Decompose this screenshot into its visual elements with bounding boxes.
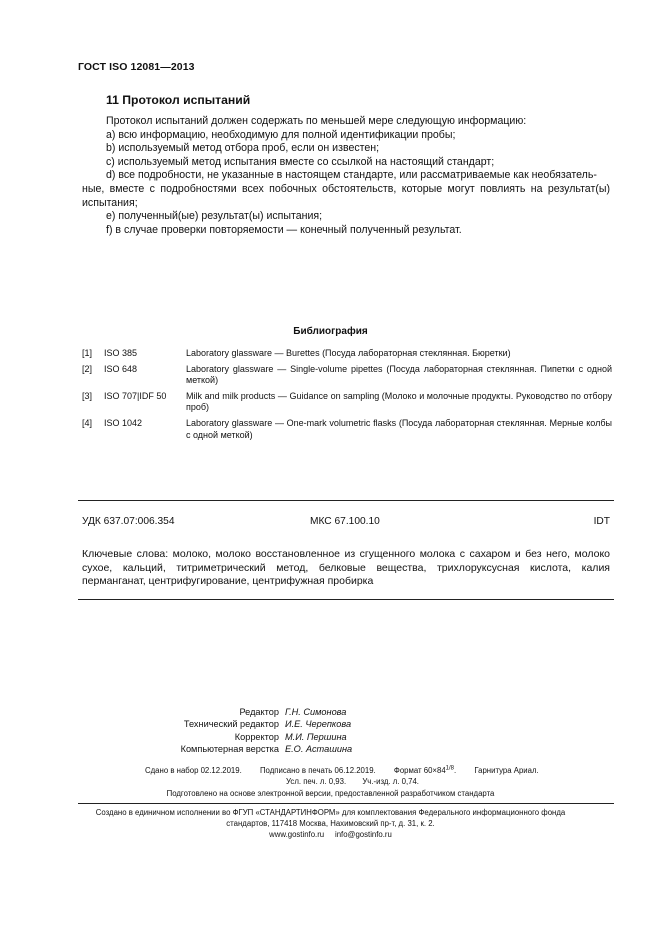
bibliography-item-title: Laboratory glassware — Burettes (Посуда лабораторная стеклянная. Бюретки) [186,348,511,358]
credit-name: Е.О. Асташина [285,744,353,755]
bibliography-item [82,364,612,387]
format: Формат $60\times 84^{1/8}$. [393,765,457,775]
bibliography-item [82,348,612,359]
bibliography-item-title: Laboratory glassware — Single-volume pipettes (Посуда лабораторная стеклянная. Пипетки с одной меткой) [186,363,612,386]
bibliography-title: Библиография [293,326,368,337]
credit-role: Корректор [234,731,279,742]
list-item: a) всю информацию, необходимую для полной идентификации пробы; [106,128,456,141]
bibliography-standard: ISO 385 [104,348,138,358]
divider [78,500,614,501]
credit-row [0,743,661,755]
credit-row [0,706,661,718]
printing-sheets [286,777,433,786]
credit-role: Технический редактор [183,719,279,730]
bibliography-standard: ISO 1042 [104,418,143,429]
prepared-note: Подготовлено на основе электронной версии, предоставленной разработчиком стандарта [166,789,495,798]
bibliography-number: [2] [82,363,93,374]
udk-code: УДК 637.07:006.354 [82,516,175,527]
list-item-continuation: ные, вместе с подробностями всех побочных обстоятельств, которые могут повлиять на результат(ы) испытания; [82,182,610,209]
printing-info [145,765,555,775]
credit-row [0,731,661,743]
credit-name: И.Е. Черепкова [285,719,352,730]
credit-row [0,718,661,730]
mks-code: МКС 67.100.10 [310,516,380,527]
footer-links: www.gostinfo.ru info@gostinfo.ru [269,829,392,839]
list-item: f) в случае проверки повторяемости — конечный полученный результат. [106,223,462,236]
list-item: d) все подробности, не указанные в настоящем стандарте, или рассматриваемые как необязатель- [106,169,597,182]
publishing-sheets: Уч.-изд. л. 0,74. [362,777,419,786]
signed-date: Подписано в печать 06.12.2019. [259,765,376,775]
list-item: b) используемый метод отбора проб, если он известен; [106,142,380,155]
list-item: e) полученный(ые) результат(ы) испытания; [106,210,323,223]
bibliography-standard: ISO 648 [104,363,138,374]
credit-name: Г.Н. Симонова [285,707,347,717]
document-header: ГОСТ ISO 12081—2013 [78,61,195,73]
format-label: Формат 60×84 [393,765,446,775]
credits [0,706,661,756]
divider [78,803,614,804]
bibliography-number: [4] [82,418,93,429]
bibliography-number: [1] [82,348,93,358]
credit-role: Компьютерная верстка [180,744,279,755]
footer-line: Создано в единичном исполнении во ФГУП «СТАНДАРТИНФОРМ» для комплектования Федерального информационного фонда [95,808,566,817]
credit-role: Редактор [239,707,279,717]
bibliography-item-title: Milk and milk products — Guidance on sampling (Молоко и молочные продукты. Руководство по отбору проб) [186,391,612,413]
bibliography-number: [3] [82,391,93,401]
font-info: Гарнитура Ариал. [474,765,539,775]
format-fraction: 1/8 [445,765,454,771]
keywords: Ключевые слова: молоко, молоко восстановленное из сгущенного молока с сахаром и без него, молоко сухое, кальций, титриметрический метод, белковые вещества, трихлоруксусная кислота, калия перманганат, центрифугирование, центрифужная пробирка [82,548,610,588]
bibliography-item [82,418,612,441]
footer [0,808,661,840]
idt-label: IDT [593,516,610,527]
section-title: 11 Протокол испытаний [106,93,251,107]
footer-line: стандартов, 117418 Москва, Нахимовский пр-т, д. 31, к. 2. [226,818,435,828]
bibliography-item-title: Laboratory glassware — One-mark volumetric flasks (Посуда лабораторная стеклянная. Мерные колбы с одной меткой) [186,418,612,440]
bibliography-standard: ISO 707|IDF 50 [104,391,167,401]
divider [78,599,614,600]
bibliography-list [82,348,612,445]
section-body [82,115,610,237]
credit-name: М.И. Першина [285,731,347,742]
paragraph: Протокол испытаний должен содержать по меньшей мере следующую информацию: [106,115,527,127]
bibliography-item [82,391,612,414]
set-date: Сдано в набор 02.12.2019. [145,765,242,775]
print-sheets: Усл. печ. л. 0,93. [286,777,347,786]
list-item: c) используемый метод испытания вместе со ссылкой на настоящий стандарт; [106,155,495,168]
